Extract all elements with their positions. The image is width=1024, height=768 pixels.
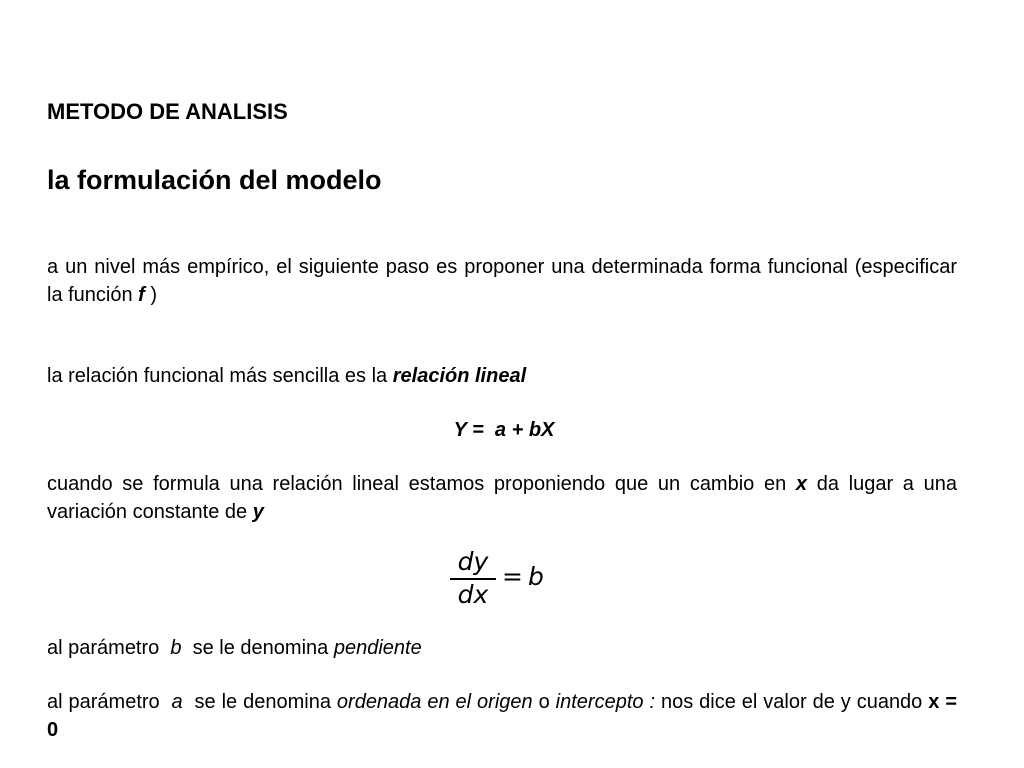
p1-text: a un nivel más empírico, el siguiente paso es proponer una determinada forma funcional (especificar la función	[47, 256, 957, 306]
p4-param: b	[170, 637, 182, 659]
p5-term2: intercepto :	[555, 691, 656, 713]
derivative-denominator: dx	[457, 580, 489, 609]
derivative-equation	[450, 548, 560, 610]
linear-equation-text: Y = a + bX	[453, 419, 555, 441]
derivative-equals: =	[502, 562, 523, 591]
p3-var-y: y	[252, 501, 264, 523]
p5-term1: ordenada en el origen	[336, 691, 533, 713]
p5-mid: se le denomina	[182, 691, 337, 713]
p5-param: a	[171, 691, 183, 713]
paragraph-constant-change	[47, 470, 957, 526]
paragraph-intercept	[47, 688, 957, 744]
derivative-fraction	[450, 548, 496, 610]
paragraph-linear-relation	[47, 362, 957, 390]
slide-heading: METODO DE ANALISIS	[47, 99, 288, 124]
p4-mid: se le denomina	[181, 637, 334, 659]
derivative-rhs: b	[528, 562, 544, 591]
paragraph-slope	[47, 634, 957, 662]
p4-term: pendiente	[333, 637, 422, 659]
p4-text: al parámetro	[47, 637, 171, 659]
p1-function-f: f	[138, 284, 145, 306]
p3-text: cuando se formula una relación lineal estamos proponiendo que un cambio en	[47, 473, 796, 495]
p5-tail: nos dice el valor de y cuando	[655, 691, 929, 713]
p2-text: la relación funcional más sencilla es la	[47, 365, 393, 387]
p5-condition: x = 0	[47, 691, 957, 741]
p3-var-x: x	[795, 473, 808, 495]
paragraph-functional-form	[47, 253, 957, 309]
slide-subheading: la formulación del modelo	[47, 165, 382, 195]
p3-mid: da lugar a una variación constante de	[47, 473, 957, 523]
p5-text: al parámetro	[47, 691, 172, 713]
p1-tail: )	[144, 284, 158, 306]
derivative-numerator: dy	[457, 547, 489, 576]
linear-equation	[0, 416, 1024, 444]
p2-term: relación lineal	[392, 365, 527, 387]
p5-or: o	[532, 691, 556, 713]
